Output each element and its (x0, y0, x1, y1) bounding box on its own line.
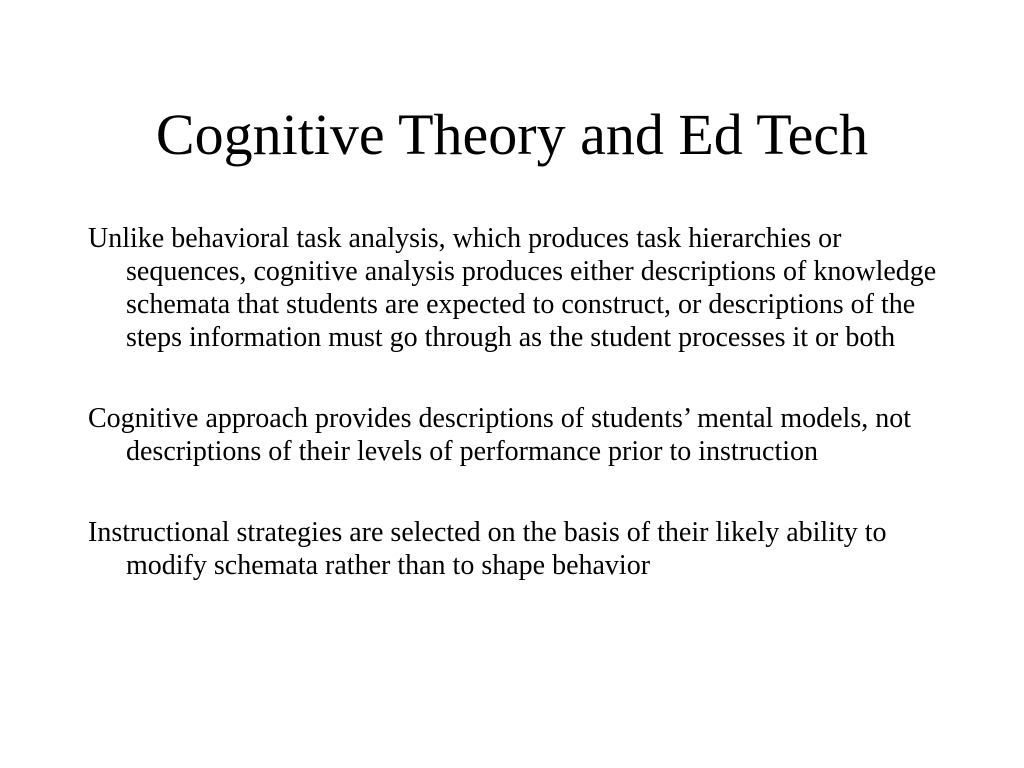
bullet-item: Cognitive approach provides descriptions of students’ mental models, not descriptions of their levels of performance prior to instruction (88, 403, 911, 467)
bullet-list (88, 222, 948, 582)
bullet-item: Unlike behavioral task analysis, which produces task hierarchies or sequences, cognitive analysis produces either descriptions of knowledge schemata that students are expected to construct, or descriptions of the steps information must go through as the student processes it or both (88, 223, 937, 353)
slide-title: Cognitive Theory and Ed Tech (155, 102, 869, 167)
bullet-item: Instructional strategies are selected on the basis of their likely ability to modify schemata rather than to shape behavior (88, 517, 887, 581)
